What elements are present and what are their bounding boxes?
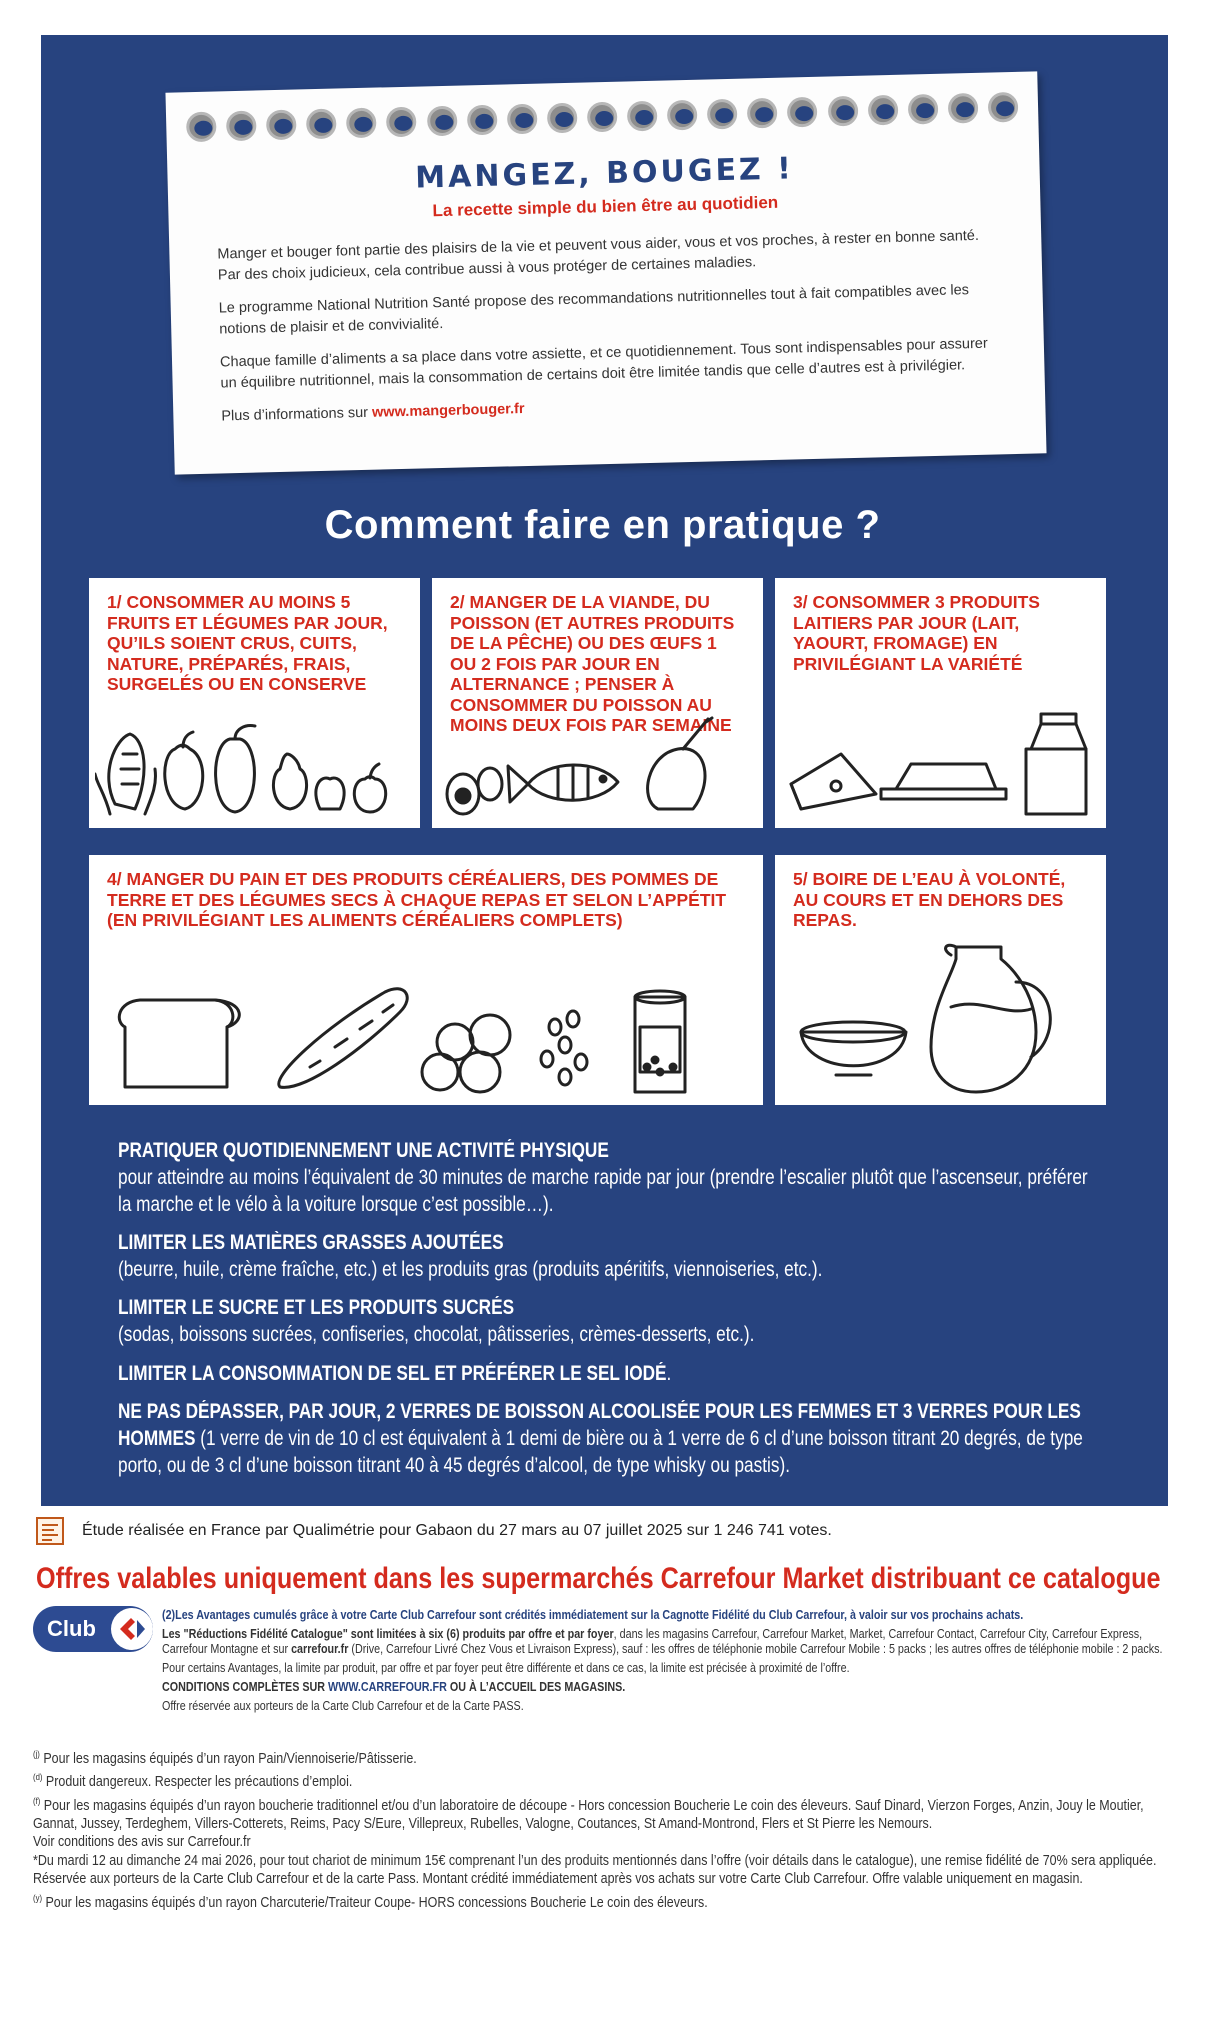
- card-title: MANGEZ, BOUGEZ !: [414, 151, 795, 196]
- legal-line-4: [162, 1680, 1168, 1695]
- card-more-info: [221, 387, 999, 427]
- legal-line-5: Offre réservée aux porteurs de la Carte Club Carrefour et de la Carte PASS.: [162, 1699, 524, 1713]
- footnote-f-mark: (f): [33, 1795, 41, 1806]
- advice-list: [118, 1138, 1098, 1491]
- footnotes: [33, 1745, 1168, 1912]
- tile-1-text: 1/ CONSOMMER AU MOINS 5 FRUITS ET LÉGUMES PAR JOUR, QU’ILS SOIENT CRUS, CUITS, NATURE, PRÉPARÉS, FRAIS, SURGELÉS OU EN CONSERVE: [107, 592, 388, 694]
- dairy-illustration: [781, 704, 1101, 824]
- tile-water: [775, 855, 1106, 1105]
- card-paragraph-1: Manger et bouger font partie des plaisirs de la vie et peuvent vous aider, vous et vos proches, à rester en bonne santé. Par des choix judicieux, cela contribue aussi à vous protéger de certaines maladies.: [217, 227, 980, 284]
- advice-activity-body: pour atteindre au moins l’équivalent de 30 minutes de marche rapide par jour (prendre l’escalier plutôt que l’ascenseur, préférer la marche et le vélo à la voiture lorsque c’est possible…).: [118, 1166, 1088, 1216]
- advice-activity: [118, 1138, 1094, 1218]
- advice-alcohol: [118, 1399, 1094, 1479]
- practice-title: Comment faire en pratique ?: [324, 503, 881, 547]
- tile-meat-fish-eggs: [432, 578, 763, 828]
- spiral-rings: [186, 92, 1019, 144]
- legal-line-2-end: (Drive, Carrefour Livré Chez Vous et Livraison Express), sauf : les offres de téléphonie mobile Carrefour Mobile : 5 packs ; les autres offres de téléphonie mobile : 2 packs.: [348, 1642, 1163, 1656]
- footnote-d-text: Produit dangereux. Respecter les précautions d’emploi.: [42, 1774, 353, 1791]
- legal-line-1: (2)Les Avantages cumulés grâce à votre Carte Club Carrefour sont crédités immédiatement sur la Cagnotte Fidélité du Club Carrefour, à valoir sur vos prochains achats.: [162, 1608, 1024, 1622]
- legal-line-3: Pour certains Avantages, la limite par produit, par offre et par foyer peut être différente et dans ce cas, la limite est précisée à proximité de l’offre.: [162, 1661, 850, 1675]
- tile-fruits-vegetables: [89, 578, 420, 828]
- advice-salt-head: LIMITER LA CONSOMMATION DE SEL ET PRÉFÉRER LE SEL IODÉ: [118, 1362, 667, 1385]
- footnote-y-mark: (y): [33, 1892, 43, 1903]
- advice-activity-head: PRATIQUER QUOTIDIENNEMENT UNE ACTIVITÉ PHYSIQUE: [118, 1139, 609, 1162]
- study-icon: [36, 1517, 64, 1545]
- footnote-j: [33, 1745, 1168, 1768]
- legal-line-4-start: CONDITIONS COMPLÈTES SUR: [162, 1680, 329, 1694]
- study-line: [36, 1517, 832, 1545]
- footnote-y-text: Pour les magasins équipés d’un rayon Charcuterie/Traiteur Coupe- HORS concessions Boucherie Le coin des éleveurs.: [42, 1894, 708, 1911]
- carrefour-fr-text: carrefour.fr: [291, 1642, 349, 1656]
- card-paragraph-2: Le programme National Nutrition Santé propose des recommandations nutritionnelles tout à fait compatibles avec les notions de plaisir et de convivialité.: [218, 282, 970, 338]
- carrefour-logo-icon: [111, 1608, 153, 1650]
- footnote-f-text: Pour les magasins équipés d’un rayon boucherie traditionnel et/ou d’un laboratoire de découpe - Hors concession Boucherie Le coin des éleveurs. Sauf Dinard, Vierzon Forges, Anzin, Jouy le Moutier, Gannat, Jussey, Terdeghem, Villers-Cotterets, Reims, Pacy S/Eure, Villepreux, Rubelles, Valogne, Coutances, St Amand-Montrond, Flers et St Pierre les Nemours.: [33, 1797, 1144, 1832]
- mangerbouger-link[interactable]: www.mangerbouger.fr: [371, 401, 525, 421]
- water-illustration: [781, 937, 1101, 1097]
- carrefour-url-link[interactable]: WWW.CARREFOUR.FR: [328, 1680, 447, 1694]
- footnote-reviews: [33, 1833, 1168, 1852]
- tile-dairy: [775, 578, 1106, 828]
- footnote-d-mark: (d): [33, 1772, 43, 1783]
- more-info-prefix: Plus d’informations sur: [221, 404, 369, 425]
- advice-fats-head: LIMITER LES MATIÈRES GRASSES AJOUTÉES: [118, 1231, 504, 1254]
- tile-5-text: 5/ BOIRE DE L’EAU À VOLONTÉ, AU COURS ET EN DEHORS DES REPAS.: [793, 869, 1066, 930]
- tile-2-text: 2/ MANGER DE LA VIANDE, DU POISSON (ET AUTRES PRODUITS DE LA PÊCHE) OU DES ŒUFS 1 OU 2 FOIS PAR JOUR EN ALTERNANCE ; PENSER À CONSOMMER DU POISSON AU MOINS DEUX FOIS PAR SEMAINE: [450, 592, 735, 735]
- footnote-j-text: Pour les magasins équipés d’un rayon Pain/Viennoiserie/Pâtisserie.: [39, 1750, 417, 1767]
- advice-alcohol-body: (1 verre de vin de 10 cl est équivalent à 1 demi de bière ou à 1 verre de 6 cl d’une boisson titrant 20 degrés, de type porto, ou de 3 cl d’une boisson titrant 40 à 45 degrés d’alcool, de type whisky ou pastis).: [118, 1427, 1083, 1477]
- footnote-y: [33, 1889, 1168, 1912]
- footnote-f: [33, 1792, 1168, 1834]
- legal-line-2: [162, 1627, 1168, 1657]
- advice-sugar-head: LIMITER LE SUCRE ET LES PRODUITS SUCRÉS: [118, 1296, 515, 1319]
- tile-4-text: 4/ MANGER DU PAIN ET DES PRODUITS CÉRÉALIERS, DES POMMES DE TERRE ET DES LÉGUMES SECS À CHAQUE REPAS ET SELON L’APPÉTIT (EN PRIVILÉGIANT LES ALIMENTS CÉRÉALIERS COMPLETS): [107, 869, 727, 930]
- advice-salt: [118, 1360, 1094, 1387]
- legal-line-2-text: , dans les magasins Carrefour, Carrefour Market, Market, Carrefour Contact, Carrefour City, Carrefour Express, Carrefour Montagne et sur: [162, 1627, 1143, 1656]
- advice-fats: [118, 1230, 1094, 1283]
- info-card: [165, 71, 1046, 474]
- footnote-offer: [33, 1852, 1168, 1889]
- legal-line-2-bold: Les "Réductions Fidélité Catalogue" sont limitées à six (6) produits par offre et par foyer: [162, 1627, 614, 1641]
- footnote-j-mark: (j): [33, 1749, 40, 1759]
- advice-alcohol-head: NE PAS DÉPASSER, PAR JOUR, 2 VERRES DE BOISSON ALCOOLISÉE POUR LES FEMMES ET 3 VERRES POUR LES HOMMES: [118, 1400, 1081, 1450]
- footnote-d: [33, 1768, 1168, 1791]
- tile-bread-cereals: [89, 855, 763, 1105]
- advice-salt-body: .: [666, 1362, 672, 1385]
- footnote-offer-text: *Du mardi 12 au dimanche 24 mai 2026, pour tout chariot de minimum 15€ comprenant l’un des produits mentionnés dans l’offre (voir détails dans le catalogue), une remise fidélité de 70% sera appliquée. Réservée aux porteurs de la Carte Club Carrefour et de la carte Pass. Montant crédité immédiatement après vos achats sur votre Carte Club Carrefour. Offre valable uniquement en magasin.: [33, 1852, 1157, 1888]
- legal-text: [162, 1608, 1168, 1718]
- vegetables-fruits-illustration: [95, 714, 415, 824]
- club-label: Club: [47, 1616, 96, 1641]
- footnote-reviews-text: Voir conditions des avis sur Carrefour.fr: [33, 1834, 251, 1851]
- meat-fish-egg-illustration: [438, 714, 758, 824]
- legal-line-4-end: OU À L’ACCUEIL DES MAGASINS.: [446, 1680, 626, 1694]
- advice-sugar-body: (sodas, boissons sucrées, confiseries, chocolat, pâtisseries, crèmes-desserts, etc.).: [118, 1323, 755, 1346]
- club-badge: [33, 1606, 153, 1652]
- study-text: Étude réalisée en France par Qualimétrie pour Gabaon du 27 mars au 07 juillet 2025 sur 1 246 741 votes.: [82, 1522, 832, 1539]
- advice-fats-body: (beurre, huile, crème fraîche, etc.) et les produits gras (produits apéritifs, viennoiseries, etc.).: [118, 1258, 823, 1281]
- advice-sugar: [118, 1295, 1094, 1348]
- bread-cereals-illustration: [95, 967, 755, 1097]
- tile-3-text: 3/ CONSOMMER 3 PRODUITS LAITIERS PAR JOUR (LAIT, YAOURT, FROMAGE) EN PRIVILÉGIANT LA VARIÉTÉ: [793, 592, 1040, 674]
- offers-title: Offres valables uniquement dans les supermarchés Carrefour Market distribuant ce catalogue: [36, 1562, 1161, 1595]
- card-subtitle: La recette simple du bien être au quotidien: [432, 192, 779, 221]
- card-paragraph-3: Chaque famille d’aliments a sa place dans votre assiette, et ce quotidiennement. Tous sont indispensables pour assurer un équilibre nutritionnel, mais la consommation de certains doit être limitée tandis que celle d’autres est à privilégier.: [219, 335, 988, 392]
